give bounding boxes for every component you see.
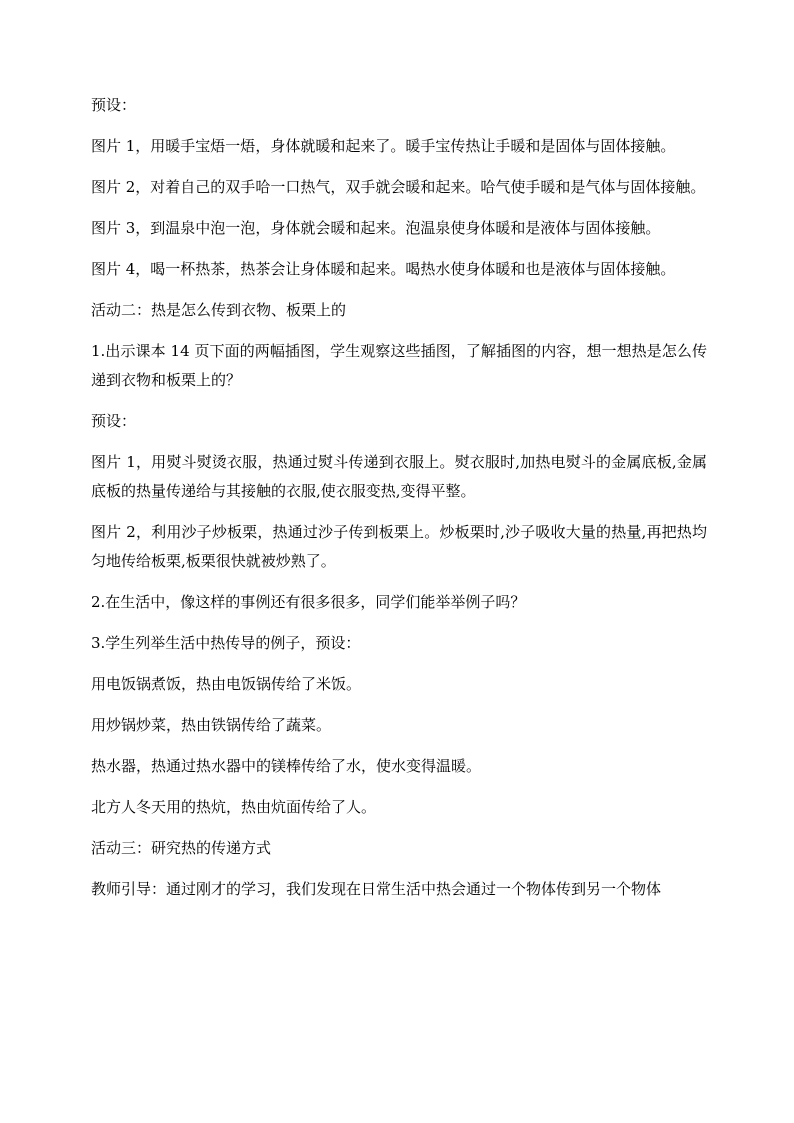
example-heated-kang: 北方人冬天用的热炕，热由炕面传给了人。 (91, 798, 377, 816)
example-water-heater: 热水器，热通过热水器中的镁棒传给了水，使水变得温暖。 (91, 757, 482, 775)
paragraph-preset-2: 预设： (91, 412, 137, 430)
paragraph-teacher-guide: 教师引导：通过刚才的学习，我们发现在日常生活中热会通过一个物体传到另一个物体 (91, 880, 662, 898)
paragraph-step-1: 1.出示课本 14 页下面的两幅插图，学生观察这些插图，了解插图的内容，想一想热是怎么传递到衣物和板栗上的？ (91, 342, 707, 389)
paragraph-preset-1: 预设： (91, 96, 137, 114)
paragraph-picture-2-breath: 图片 2，对着自己的双手哈一口热气，双手就会暖和起来。哈气使手暖和是气体与固体接触。 (91, 178, 706, 196)
paragraph-picture-4-hot-tea: 图片 4，喝一杯热茶，热茶会让身体暖和起来。喝热水使身体暖和也是液体与固体接触。 (91, 260, 676, 278)
paragraph-picture-1-hand-warmer: 图片 1，用暖手宝焐一焐，身体就暖和起来了。暖手宝传热让手暖和是固体与固体接触。 (91, 137, 676, 155)
paragraph-step-3: 3.学生列举生活中热传导的例子，预设： (91, 634, 361, 652)
paragraph-picture-1-iron: 图片 1，用熨斗熨烫衣服，热通过熨斗传递到衣服上。熨衣服时,加热电熨斗的金属底板,金属底板的热量传递给与其接触的衣服,使衣服变热,变得平整。 (91, 453, 707, 500)
paragraph-step-2: 2.在生活中，像这样的事例还有很多很多，同学们能举举例子吗？ (91, 593, 526, 611)
example-rice-cooker: 用电饭锅煮饭，热由电饭锅传给了米饭。 (91, 675, 362, 693)
example-wok: 用炒锅炒菜，热由铁锅传给了蔬菜。 (91, 716, 332, 734)
document-body (91, 91, 707, 916)
activity-two-heading: 活动二：热是怎么传到衣物、板栗上的 (91, 301, 347, 319)
activity-three-heading: 活动三：研究热的传递方式 (91, 839, 272, 857)
paragraph-picture-2-chestnut: 图片 2，利用沙子炒板栗，热通过沙子传到板栗上。炒板栗时,沙子吸收大量的热量,再把热均匀地传给板栗,板栗很快就被炒熟了。 (91, 523, 707, 570)
paragraph-picture-3-hot-spring: 图片 3，到温泉中泡一泡，身体就会暖和起来。泡温泉使身体暖和是液体与固体接触。 (91, 219, 661, 237)
